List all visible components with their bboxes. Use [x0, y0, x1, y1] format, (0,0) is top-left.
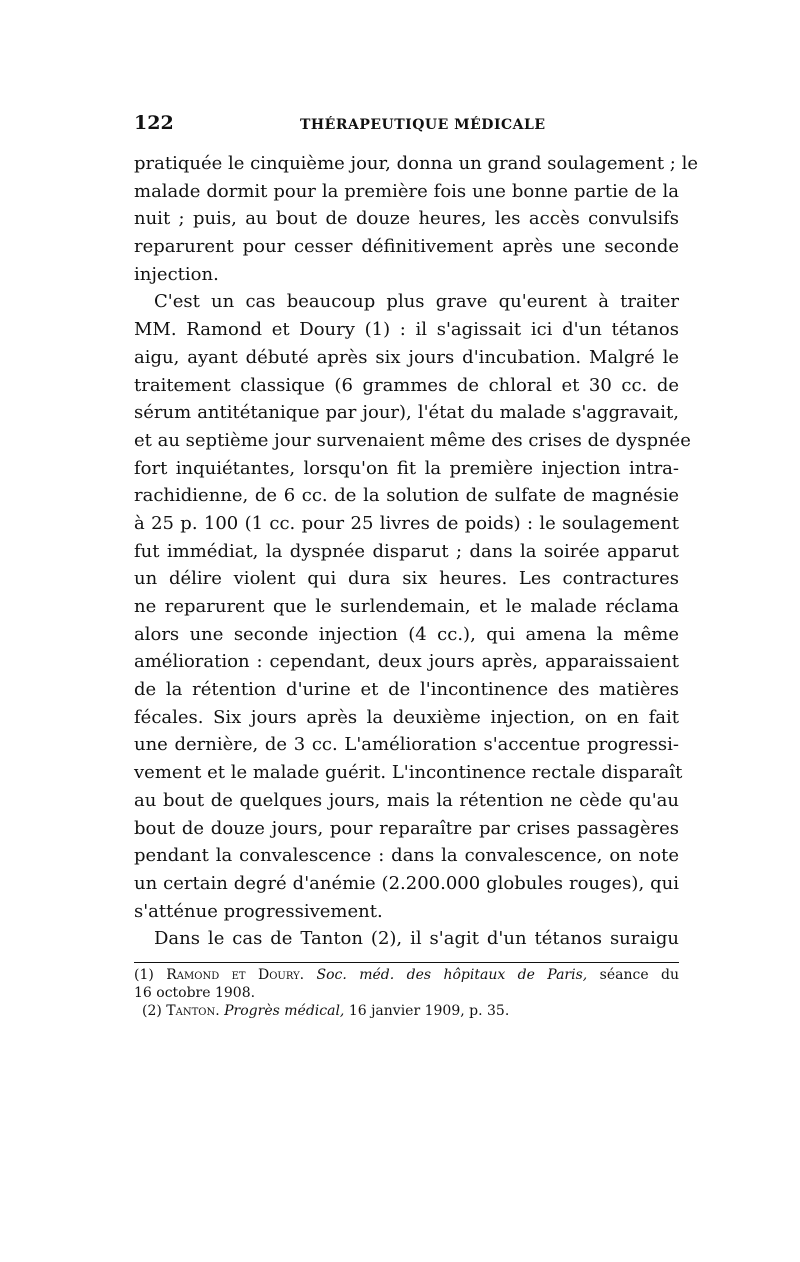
text-line: rachidienne, de 6 cc. de la solution de sulfate de magnésie	[134, 485, 679, 507]
text-line: au bout de quelques jours, mais la rétention ne cède qu'au	[134, 789, 679, 811]
page-number: 122	[134, 112, 174, 134]
footnote-author: Tanton.	[166, 1003, 220, 1019]
text-line: reparurent pour cesser définitivement après une seconde	[134, 236, 679, 258]
text-line: à 25 p. 100 (1 cc. pour 25 livres de poids) : le soulagement	[134, 512, 679, 534]
footnote-divider	[134, 962, 679, 963]
text-line: malade dormit pour la première fois une bonne partie de la	[134, 180, 679, 202]
text-line: une dernière, de 3 cc. L'amélioration s'accentue progressi-	[134, 734, 679, 756]
footnote-1	[134, 966, 679, 984]
text-line: de la rétention d'urine et de l'incontinence des matières	[134, 679, 679, 701]
text-line: pratiquée le cinquième jour, donna un grand soulagement ; le	[134, 153, 698, 174]
footnote-marker: (2)	[142, 1003, 162, 1019]
text-line: un délire violent qui dura six heures. Les contractures	[134, 568, 679, 590]
text-line: et au septième jour survenaient même des crises de dyspnée	[134, 429, 691, 451]
footnote-authors: Ramond et Doury.	[166, 967, 305, 983]
text-line: amélioration : cependant, deux jours après, apparaissaient	[134, 651, 679, 673]
text-line: C'est un cas beaucoup plus grave qu'eurent à traiter	[154, 291, 679, 313]
text-line: bout de douze jours, pour reparaître par crises passagères	[134, 817, 679, 839]
text-line: MM. Ramond et Doury (1) : il s'agissait ici d'un tétanos	[134, 319, 679, 341]
text-line: Dans le cas de Tanton (2), il s'agit d'un tétanos suraigu	[154, 928, 679, 950]
footnote-marker: (1)	[134, 967, 154, 983]
text-line: fut immédiat, la dyspnée disparut ; dans la soirée apparut	[134, 540, 679, 562]
running-title: THÉRAPEUTIQUE MÉDICALE	[300, 117, 546, 133]
text-line: fort inquiétantes, lorsqu'on fit la première injection intra-	[134, 457, 679, 479]
text-line: un certain degré d'anémie (2.200.000 globules rouges), qui	[134, 872, 679, 894]
text-line: vement et le malade guérit. L'incontinence rectale disparaît	[134, 762, 683, 784]
footnote-1-continued: 16 octobre 1908.	[134, 985, 256, 1001]
text-line: traitement classique (6 grammes de chloral et 30 cc. de	[134, 374, 679, 396]
text-line: pendant la convalescence : dans la convalescence, on note	[134, 845, 679, 867]
footnote-detail: séance du	[599, 967, 679, 983]
page-header	[134, 112, 679, 138]
text-line: ne reparurent que le surlendemain, et le malade réclama	[134, 596, 679, 617]
text-line: s'atténue progressivement.	[134, 900, 383, 922]
text-line: nuit ; puis, au bout de douze heures, les accès convulsifs	[134, 208, 679, 230]
footnote-detail: 16 janvier 1909, p. 35.	[348, 1003, 510, 1019]
text-line: sérum antitétanique par jour), l'état du malade s'aggravait,	[134, 402, 679, 424]
footnote-journal: Soc. méd. des hôpitaux de Paris,	[316, 967, 588, 983]
text-line: aigu, ayant débuté après six jours d'incubation. Malgré le	[134, 346, 679, 368]
footnote-2	[134, 1002, 679, 1020]
footnotes	[134, 966, 679, 1020]
text-line: alors une seconde injection (4 cc.), qui amena la même	[134, 623, 679, 645]
body-text	[134, 150, 698, 953]
footnote-journal: Progrès médical,	[224, 1003, 345, 1019]
text-line: injection.	[134, 263, 219, 285]
text-line: fécales. Six jours après la deuxième injection, on en fait	[134, 706, 679, 728]
